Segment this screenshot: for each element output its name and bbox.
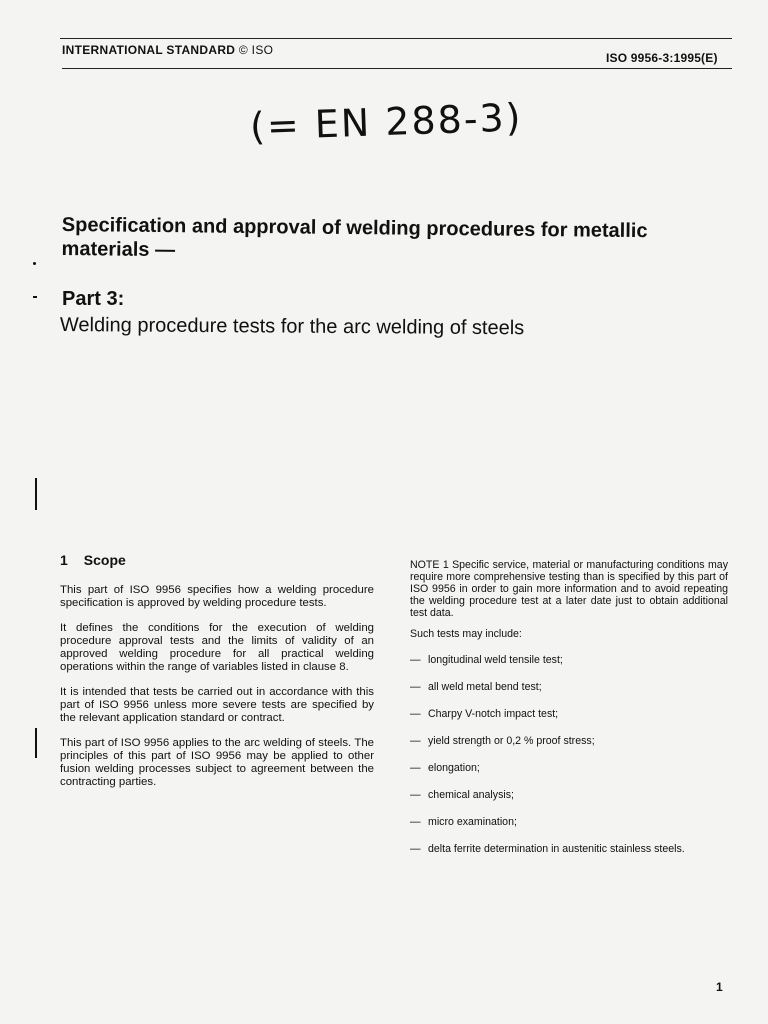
scope-paragraph: It is intended that tests be carried out in accordance with this part of ISO 9956 unless more severe tests are specified by the relevant application standard or contract. bbox=[60, 686, 374, 724]
page-number: 1 bbox=[716, 980, 723, 994]
list-dash: — bbox=[410, 654, 421, 666]
list-item-text: longitudinal weld tensile test; bbox=[428, 654, 563, 666]
header-bottom-rule bbox=[62, 68, 732, 69]
margin-mark bbox=[35, 478, 37, 510]
list-dash: — bbox=[410, 762, 421, 774]
list-dash: — bbox=[410, 843, 421, 855]
header-standard-number: ISO 9956-3:1995(E) bbox=[606, 51, 718, 65]
scope-paragraph: This part of ISO 9956 applies to the arc welding of steels. The principles of this part of ISO 9956 may be applied to other fusion welding processes subject to agreement between the contracting parties. bbox=[60, 737, 374, 788]
list-item bbox=[410, 681, 728, 693]
scope-paragraph: This part of ISO 9956 specifies how a welding procedure specification is approved by welding procedure tests. bbox=[60, 584, 374, 609]
note-block bbox=[410, 559, 728, 870]
list-item-text: elongation; bbox=[428, 762, 480, 774]
test-list bbox=[410, 654, 728, 855]
margin-mark bbox=[35, 728, 37, 758]
list-item bbox=[410, 762, 728, 774]
list-item-text: micro examination; bbox=[428, 816, 517, 828]
list-item bbox=[410, 735, 728, 747]
note-text: NOTE 1 Specific service, material or manufacturing conditions may require more comprehensive testing than is specified by this part of ISO 9956 in order to gain more information and to avoid repeating the welding procedure test at a later date just to obtain additional test data. bbox=[410, 559, 728, 619]
list-dash: — bbox=[410, 708, 421, 720]
list-item-text: Charpy V-notch impact test; bbox=[428, 708, 559, 720]
note-intro: Such tests may include: bbox=[410, 628, 522, 640]
list-item-text: chemical analysis; bbox=[428, 789, 514, 801]
section-title: Scope bbox=[83, 552, 126, 568]
list-item bbox=[410, 654, 728, 666]
list-item-text: all weld metal bend test; bbox=[428, 681, 542, 693]
document-title: Specification and approval of welding procedures for metallic materials — bbox=[61, 213, 648, 262]
section-heading bbox=[60, 552, 126, 568]
list-item bbox=[410, 816, 728, 828]
scope-body bbox=[60, 584, 374, 801]
list-dash: — bbox=[410, 735, 421, 747]
list-item bbox=[410, 708, 728, 720]
list-item-text: delta ferrite determination in austenitic stainless steels. bbox=[428, 843, 685, 855]
header-iso-mark: © ISO bbox=[238, 43, 274, 57]
document-subtitle: Welding procedure tests for the arc welding of steels bbox=[59, 313, 525, 340]
list-item-text: yield strength or 0,2 % proof stress; bbox=[428, 735, 595, 747]
part-label: Part 3: bbox=[62, 288, 125, 310]
list-dash: — bbox=[410, 681, 421, 693]
margin-dot bbox=[33, 262, 36, 265]
list-dash: — bbox=[410, 816, 421, 828]
scope-paragraph: It defines the conditions for the execution of welding procedure approval tests and the limits of validity of an approved welding procedure for all practical welding operations within the range of variables listed in clause 8. bbox=[60, 622, 374, 673]
margin-dot bbox=[33, 296, 37, 298]
handwritten-note: (= EN 288-3) bbox=[249, 95, 524, 149]
list-item bbox=[410, 843, 728, 855]
section-number: 1 bbox=[60, 552, 68, 568]
header-standard-label bbox=[62, 43, 273, 57]
header-standard-text: INTERNATIONAL STANDARD bbox=[62, 43, 236, 57]
list-dash: — bbox=[410, 789, 421, 801]
list-item bbox=[410, 789, 728, 801]
header-top-rule bbox=[60, 38, 732, 39]
